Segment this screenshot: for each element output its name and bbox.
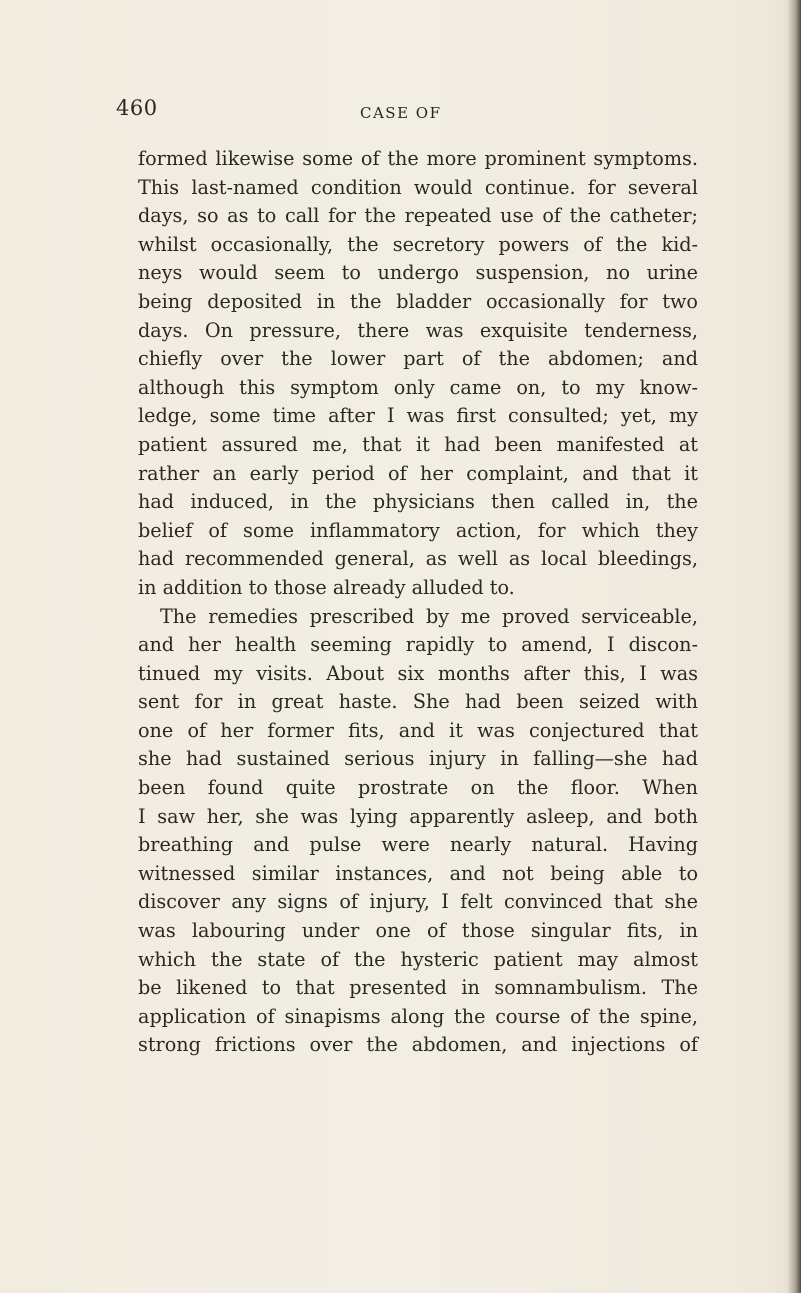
text-line: be likened to that presented in somnambulism. The — [138, 976, 698, 1000]
text-line: This last-named condition would continue. for several — [138, 175, 698, 199]
running-head: CASE OF — [360, 104, 442, 122]
text-line: was labouring under one of those singular fits, in — [138, 919, 698, 943]
text-line: formed likewise some of the more prominent symptoms. — [138, 147, 698, 170]
text-line: rather an early period of her complaint, and that it — [138, 461, 698, 485]
text-line: neys would seem to undergo suspension, no urine — [138, 261, 698, 285]
text-line: ledge, some time after I was first consulted; yet, my — [138, 404, 698, 428]
text-line: chiefly over the lower part of the abdomen; and — [138, 347, 698, 371]
text-line: tinued my visits. About six months after this, I was — [138, 661, 698, 685]
text-line: being deposited in the bladder occasionally for two — [138, 289, 698, 313]
text-line: sent for in great haste. She had been seized with — [138, 690, 698, 714]
text-line: whilst occasionally, the secretory powers of the kid- — [138, 232, 698, 256]
text-line: The remedies prescribed by me proved serviceable, — [160, 604, 698, 628]
text-line: and her health seeming rapidly to amend, I discon- — [138, 633, 698, 657]
text-line: in addition to those already alluded to. — [138, 575, 515, 599]
text-line: although this symptom only came on, to my know- — [138, 375, 698, 399]
text-line: she had sustained serious injury in falling—she had — [138, 747, 698, 771]
text-line: I saw her, she was lying apparently asleep, and both — [138, 804, 698, 828]
text-line: been found quite prostrate on the floor. When — [138, 776, 698, 800]
text-line: strong frictions over the abdomen, and injections of — [138, 1033, 698, 1057]
text-line: had recommended general, as well as local bleedings, — [138, 547, 698, 571]
text-line: application of sinapisms along the course of the spine, — [138, 1004, 698, 1028]
body-text — [138, 145, 698, 1060]
page-edge-shadow — [787, 0, 801, 1293]
text-line: had induced, in the physicians then called in, the — [138, 490, 698, 514]
text-line: discover any signs of injury, I felt convinced that she — [138, 890, 698, 914]
text-line: days, so as to call for the repeated use of the catheter; — [138, 204, 698, 228]
text-line: breathing and pulse were nearly natural. Having — [138, 833, 698, 857]
page-number: 460 — [116, 96, 158, 120]
text-line: which the state of the hysteric patient may almost — [138, 947, 698, 971]
text-line: witnessed similar instances, and not being able to — [138, 861, 698, 885]
text-line: one of her former fits, and it was conjectured that — [138, 718, 698, 742]
text-line: belief of some inflammatory action, for which they — [138, 518, 698, 542]
text-line: patient assured me, that it had been manifested at — [138, 432, 698, 456]
text-line: days. On pressure, there was exquisite tenderness, — [138, 318, 698, 342]
